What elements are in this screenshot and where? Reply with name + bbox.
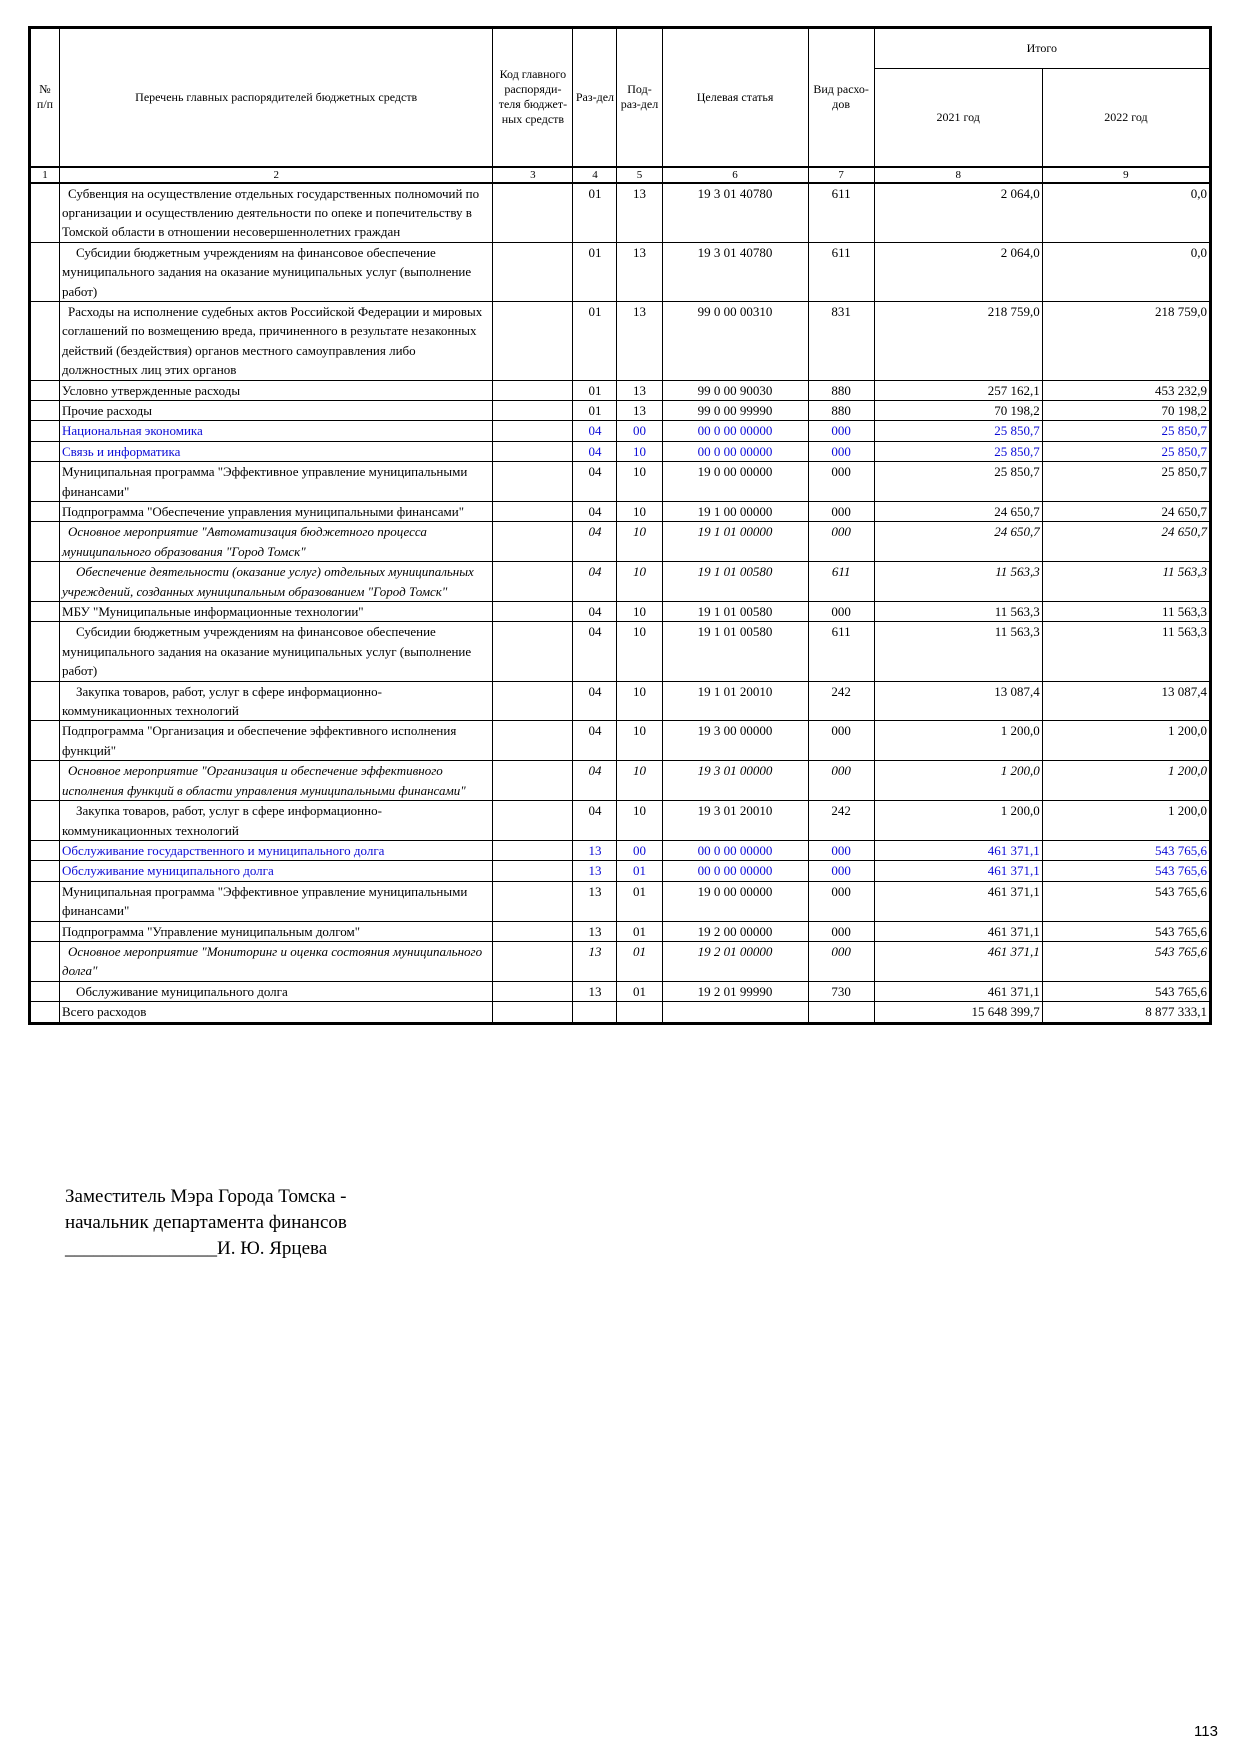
header-num-3: 3 xyxy=(493,167,573,183)
header-target: Целевая статья xyxy=(662,28,808,167)
cell-vid: 880 xyxy=(808,380,874,400)
cell-razdel: 04 xyxy=(573,502,617,522)
cell-2021: 461 371,1 xyxy=(874,941,1042,981)
cell-code xyxy=(493,602,573,622)
cell-vid: 242 xyxy=(808,801,874,841)
cell-name: Связь и информатика xyxy=(60,441,493,461)
cell-target: 19 3 01 40780 xyxy=(662,242,808,301)
header-razdel: Раз-дел xyxy=(573,28,617,167)
cell-code xyxy=(493,380,573,400)
table-row xyxy=(30,462,1211,502)
cell-code xyxy=(493,840,573,860)
cell-vid: 730 xyxy=(808,981,874,1001)
cell-no xyxy=(30,183,60,243)
cell-2022: 25 850,7 xyxy=(1042,462,1210,502)
cell-2022: 218 759,0 xyxy=(1042,301,1210,380)
header-num-6: 6 xyxy=(662,167,808,183)
cell-vid: 000 xyxy=(808,522,874,562)
cell-target: 19 2 00 00000 xyxy=(662,921,808,941)
cell-target: 99 0 00 00310 xyxy=(662,301,808,380)
cell-target: 19 1 00 00000 xyxy=(662,502,808,522)
cell-vid: 000 xyxy=(808,861,874,881)
total-code xyxy=(493,1002,573,1023)
table-row xyxy=(30,840,1211,860)
cell-2022: 1 200,0 xyxy=(1042,801,1210,841)
cell-2021: 11 563,3 xyxy=(874,622,1042,681)
total-no xyxy=(30,1002,60,1023)
cell-code xyxy=(493,242,573,301)
cell-razdel: 01 xyxy=(573,301,617,380)
header-podrazdel: Под-раз-дел xyxy=(617,28,662,167)
cell-target: 99 0 00 90030 xyxy=(662,380,808,400)
cell-podrazdel: 10 xyxy=(617,681,662,721)
cell-2022: 24 650,7 xyxy=(1042,502,1210,522)
cell-vid: 242 xyxy=(808,681,874,721)
cell-no xyxy=(30,981,60,1001)
cell-vid: 000 xyxy=(808,761,874,801)
cell-podrazdel: 10 xyxy=(617,502,662,522)
cell-2021: 25 850,7 xyxy=(874,421,1042,441)
cell-code xyxy=(493,622,573,681)
cell-target: 00 0 00 00000 xyxy=(662,861,808,881)
table-row xyxy=(30,801,1211,841)
cell-target: 19 2 01 00000 xyxy=(662,941,808,981)
table-row xyxy=(30,301,1211,380)
cell-2021: 1 200,0 xyxy=(874,721,1042,761)
cell-vid: 831 xyxy=(808,301,874,380)
cell-target: 00 0 00 00000 xyxy=(662,421,808,441)
header-num-2: 2 xyxy=(60,167,493,183)
table-row xyxy=(30,761,1211,801)
cell-no xyxy=(30,622,60,681)
cell-2022: 543 765,6 xyxy=(1042,981,1210,1001)
cell-name: Основное мероприятие "Мониторинг и оценка состояния муниципального долга" xyxy=(60,941,493,981)
cell-razdel: 04 xyxy=(573,522,617,562)
cell-target: 19 1 01 00580 xyxy=(662,622,808,681)
cell-razdel: 04 xyxy=(573,421,617,441)
cell-code xyxy=(493,441,573,461)
cell-name: Прочие расходы xyxy=(60,400,493,420)
cell-name: Подпрограмма "Обеспечение управления муниципальными финансами" xyxy=(60,502,493,522)
cell-2022: 11 563,3 xyxy=(1042,602,1210,622)
cell-code xyxy=(493,421,573,441)
cell-code xyxy=(493,801,573,841)
cell-target: 19 0 00 00000 xyxy=(662,881,808,921)
table-row xyxy=(30,522,1211,562)
cell-no xyxy=(30,861,60,881)
cell-2022: 1 200,0 xyxy=(1042,761,1210,801)
total-target xyxy=(662,1002,808,1023)
cell-podrazdel: 10 xyxy=(617,602,662,622)
cell-name: Национальная экономика xyxy=(60,421,493,441)
cell-code xyxy=(493,921,573,941)
cell-2022: 70 198,2 xyxy=(1042,400,1210,420)
cell-podrazdel: 10 xyxy=(617,721,662,761)
table-row xyxy=(30,421,1211,441)
cell-razdel: 04 xyxy=(573,562,617,602)
header-total: Итого xyxy=(874,28,1210,69)
table-row xyxy=(30,380,1211,400)
cell-podrazdel: 10 xyxy=(617,522,662,562)
cell-2021: 11 563,3 xyxy=(874,602,1042,622)
header-no: № п/п xyxy=(30,28,60,167)
cell-name: Условно утвержденные расходы xyxy=(60,380,493,400)
header-name: Перечень главных распорядителей бюджетных средств xyxy=(60,28,493,167)
cell-vid: 000 xyxy=(808,721,874,761)
cell-code xyxy=(493,761,573,801)
cell-no xyxy=(30,502,60,522)
cell-name: Муниципальная программа "Эффективное управление муниципальными финансами" xyxy=(60,462,493,502)
cell-2022: 543 765,6 xyxy=(1042,840,1210,860)
cell-razdel: 13 xyxy=(573,840,617,860)
cell-2021: 257 162,1 xyxy=(874,380,1042,400)
cell-code xyxy=(493,562,573,602)
cell-name: Обеспечение деятельности (оказание услуг) отдельных муниципальных учреждений, созданных муниципальным образованием "Город Томск" xyxy=(60,562,493,602)
header-vid: Вид расхо-дов xyxy=(808,28,874,167)
cell-no xyxy=(30,301,60,380)
cell-2021: 461 371,1 xyxy=(874,861,1042,881)
cell-2021: 25 850,7 xyxy=(874,441,1042,461)
cell-podrazdel: 10 xyxy=(617,622,662,681)
cell-name: Закупка товаров, работ, услуг в сфере информационно-коммуникационных технологий xyxy=(60,801,493,841)
total-2021: 15 648 399,7 xyxy=(874,1002,1042,1023)
cell-2021: 461 371,1 xyxy=(874,881,1042,921)
signature-block xyxy=(65,1184,347,1262)
cell-code xyxy=(493,400,573,420)
cell-podrazdel: 13 xyxy=(617,380,662,400)
cell-no xyxy=(30,941,60,981)
cell-razdel: 13 xyxy=(573,981,617,1001)
cell-2022: 543 765,6 xyxy=(1042,881,1210,921)
table-row xyxy=(30,881,1211,921)
cell-target: 19 3 01 40780 xyxy=(662,183,808,243)
cell-vid: 000 xyxy=(808,840,874,860)
table-row xyxy=(30,681,1211,721)
cell-2021: 24 650,7 xyxy=(874,522,1042,562)
cell-no xyxy=(30,921,60,941)
table-row xyxy=(30,562,1211,602)
cell-name: Подпрограмма "Управление муниципальным долгом" xyxy=(60,921,493,941)
cell-target: 19 3 00 00000 xyxy=(662,721,808,761)
cell-target: 19 1 01 00580 xyxy=(662,562,808,602)
cell-podrazdel: 01 xyxy=(617,861,662,881)
cell-2022: 1 200,0 xyxy=(1042,721,1210,761)
cell-vid: 611 xyxy=(808,242,874,301)
cell-2021: 2 064,0 xyxy=(874,183,1042,243)
cell-name: Обслуживание государственного и муниципального долга xyxy=(60,840,493,860)
page-number: 113 xyxy=(1194,1723,1218,1740)
cell-podrazdel: 10 xyxy=(617,462,662,502)
cell-2022: 543 765,6 xyxy=(1042,921,1210,941)
cell-razdel: 04 xyxy=(573,441,617,461)
signature-line-2: начальник департамента финансов xyxy=(65,1212,347,1233)
table-row xyxy=(30,921,1211,941)
cell-razdel: 04 xyxy=(573,761,617,801)
cell-name: МБУ "Муниципальные информационные технологии" xyxy=(60,602,493,622)
total-row xyxy=(30,1002,1211,1023)
cell-target: 19 1 01 00000 xyxy=(662,522,808,562)
cell-razdel: 01 xyxy=(573,380,617,400)
cell-name: Основное мероприятие "Организация и обеспечение эффективного исполнения функций в области управления муниципальными финансами" xyxy=(60,761,493,801)
budget-table xyxy=(28,26,1212,1025)
cell-name: Муниципальная программа "Эффективное управление муниципальными финансами" xyxy=(60,881,493,921)
table-row xyxy=(30,602,1211,622)
cell-2022: 13 087,4 xyxy=(1042,681,1210,721)
cell-2022: 0,0 xyxy=(1042,242,1210,301)
cell-2021: 461 371,1 xyxy=(874,840,1042,860)
cell-no xyxy=(30,242,60,301)
cell-no xyxy=(30,801,60,841)
cell-target: 19 1 01 00580 xyxy=(662,602,808,622)
header-num-7: 7 xyxy=(808,167,874,183)
cell-vid: 000 xyxy=(808,462,874,502)
cell-code xyxy=(493,681,573,721)
cell-podrazdel: 10 xyxy=(617,441,662,461)
cell-vid: 000 xyxy=(808,921,874,941)
signature-line-1: Заместитель Мэра Города Томска - xyxy=(65,1186,347,1207)
header-num-9: 9 xyxy=(1042,167,1210,183)
cell-code xyxy=(493,502,573,522)
cell-2022: 453 232,9 xyxy=(1042,380,1210,400)
cell-name: Субвенция на осуществление отдельных государственных полномочий по организации и осуществлению деятельности по опеке и попечительству в Томской области в отношении несовершеннолетних граждан xyxy=(60,183,493,243)
cell-no xyxy=(30,840,60,860)
cell-razdel: 13 xyxy=(573,881,617,921)
cell-2021: 1 200,0 xyxy=(874,761,1042,801)
total-podrazdel xyxy=(617,1002,662,1023)
cell-razdel: 04 xyxy=(573,721,617,761)
cell-podrazdel: 13 xyxy=(617,183,662,243)
table-row xyxy=(30,400,1211,420)
cell-2021: 13 087,4 xyxy=(874,681,1042,721)
cell-2021: 1 200,0 xyxy=(874,801,1042,841)
cell-name: Закупка товаров, работ, услуг в сфере информационно-коммуникационных технологий xyxy=(60,681,493,721)
cell-podrazdel: 00 xyxy=(617,840,662,860)
cell-target: 19 3 01 20010 xyxy=(662,801,808,841)
cell-2022: 25 850,7 xyxy=(1042,441,1210,461)
cell-no xyxy=(30,761,60,801)
table-row xyxy=(30,502,1211,522)
table-row xyxy=(30,981,1211,1001)
cell-name: Субсидии бюджетным учреждениям на финансовое обеспечение муниципального задания на оказание муниципальных услуг (выполнение работ) xyxy=(60,622,493,681)
cell-razdel: 04 xyxy=(573,462,617,502)
cell-2022: 0,0 xyxy=(1042,183,1210,243)
cell-no xyxy=(30,380,60,400)
cell-no xyxy=(30,441,60,461)
cell-name: Расходы на исполнение судебных актов Российской Федерации и мировых соглашений по возмещению вреда, причиненного в результате незаконных действий (бездействия) органов местного самоуправления либо должностных лиц этих органов xyxy=(60,301,493,380)
cell-no xyxy=(30,602,60,622)
cell-razdel: 13 xyxy=(573,941,617,981)
cell-podrazdel: 13 xyxy=(617,400,662,420)
cell-razdel: 01 xyxy=(573,242,617,301)
cell-podrazdel: 00 xyxy=(617,421,662,441)
cell-target: 00 0 00 00000 xyxy=(662,840,808,860)
cell-podrazdel: 01 xyxy=(617,881,662,921)
table-row xyxy=(30,941,1211,981)
cell-vid: 611 xyxy=(808,562,874,602)
cell-podrazdel: 10 xyxy=(617,761,662,801)
cell-podrazdel: 13 xyxy=(617,242,662,301)
header-num-4: 4 xyxy=(573,167,617,183)
cell-no xyxy=(30,400,60,420)
cell-2021: 461 371,1 xyxy=(874,921,1042,941)
cell-2021: 218 759,0 xyxy=(874,301,1042,380)
cell-vid: 000 xyxy=(808,421,874,441)
signature-line-3: ________________И. Ю. Ярцева xyxy=(65,1238,328,1259)
cell-code xyxy=(493,881,573,921)
cell-2022: 543 765,6 xyxy=(1042,861,1210,881)
cell-2021: 461 371,1 xyxy=(874,981,1042,1001)
table-row xyxy=(30,242,1211,301)
cell-target: 19 2 01 99990 xyxy=(662,981,808,1001)
cell-code xyxy=(493,183,573,243)
cell-podrazdel: 01 xyxy=(617,981,662,1001)
cell-vid: 880 xyxy=(808,400,874,420)
cell-name: Обслуживание муниципального долга xyxy=(60,981,493,1001)
cell-no xyxy=(30,881,60,921)
cell-razdel: 04 xyxy=(573,681,617,721)
cell-code xyxy=(493,301,573,380)
cell-razdel: 13 xyxy=(573,861,617,881)
cell-podrazdel: 01 xyxy=(617,921,662,941)
cell-name: Подпрограмма "Организация и обеспечение эффективного исполнения функций" xyxy=(60,721,493,761)
table-row xyxy=(30,183,1211,243)
cell-code xyxy=(493,522,573,562)
cell-target: 19 0 00 00000 xyxy=(662,462,808,502)
cell-name: Субсидии бюджетным учреждениям на финансовое обеспечение муниципального задания на оказание муниципальных услуг (выполнение работ) xyxy=(60,242,493,301)
cell-podrazdel: 13 xyxy=(617,301,662,380)
table-row xyxy=(30,861,1211,881)
total-vid xyxy=(808,1002,874,1023)
cell-2021: 2 064,0 xyxy=(874,242,1042,301)
cell-no xyxy=(30,421,60,441)
cell-2022: 24 650,7 xyxy=(1042,522,1210,562)
cell-code xyxy=(493,941,573,981)
header-num-8: 8 xyxy=(874,167,1042,183)
total-2022: 8 877 333,1 xyxy=(1042,1002,1210,1023)
cell-name: Обслуживание муниципального долга xyxy=(60,861,493,881)
cell-podrazdel: 10 xyxy=(617,801,662,841)
cell-code xyxy=(493,981,573,1001)
cell-target: 00 0 00 00000 xyxy=(662,441,808,461)
cell-2022: 11 563,3 xyxy=(1042,562,1210,602)
table-row xyxy=(30,622,1211,681)
total-label: Всего расходов xyxy=(60,1002,493,1023)
cell-podrazdel: 10 xyxy=(617,562,662,602)
cell-no xyxy=(30,522,60,562)
cell-razdel: 13 xyxy=(573,921,617,941)
cell-2022: 11 563,3 xyxy=(1042,622,1210,681)
header-code: Код главного распоряди-теля бюджет-ных средств xyxy=(493,28,573,167)
cell-target: 19 1 01 20010 xyxy=(662,681,808,721)
cell-razdel: 04 xyxy=(573,801,617,841)
table-row xyxy=(30,721,1211,761)
cell-2022: 543 765,6 xyxy=(1042,941,1210,981)
cell-no xyxy=(30,681,60,721)
header-2022: 2022 год xyxy=(1042,69,1210,167)
cell-razdel: 04 xyxy=(573,622,617,681)
cell-vid: 000 xyxy=(808,941,874,981)
cell-name: Основное мероприятие "Автоматизация бюджетного процесса муниципального образования "Город Томск" xyxy=(60,522,493,562)
cell-razdel: 01 xyxy=(573,400,617,420)
cell-no xyxy=(30,721,60,761)
cell-2021: 24 650,7 xyxy=(874,502,1042,522)
cell-2022: 25 850,7 xyxy=(1042,421,1210,441)
cell-code xyxy=(493,721,573,761)
header-2021: 2021 год xyxy=(874,69,1042,167)
total-razdel xyxy=(573,1002,617,1023)
cell-no xyxy=(30,462,60,502)
cell-vid: 611 xyxy=(808,622,874,681)
cell-vid: 000 xyxy=(808,602,874,622)
cell-target: 19 3 01 00000 xyxy=(662,761,808,801)
cell-2021: 70 198,2 xyxy=(874,400,1042,420)
cell-2021: 11 563,3 xyxy=(874,562,1042,602)
header-num-5: 5 xyxy=(617,167,662,183)
cell-podrazdel: 01 xyxy=(617,941,662,981)
cell-vid: 611 xyxy=(808,183,874,243)
cell-target: 99 0 00 99990 xyxy=(662,400,808,420)
cell-vid: 000 xyxy=(808,881,874,921)
cell-razdel: 04 xyxy=(573,602,617,622)
cell-code xyxy=(493,861,573,881)
cell-vid: 000 xyxy=(808,502,874,522)
cell-code xyxy=(493,462,573,502)
header-num-1: 1 xyxy=(30,167,60,183)
cell-no xyxy=(30,562,60,602)
cell-razdel: 01 xyxy=(573,183,617,243)
cell-2021: 25 850,7 xyxy=(874,462,1042,502)
table-row xyxy=(30,441,1211,461)
cell-vid: 000 xyxy=(808,441,874,461)
